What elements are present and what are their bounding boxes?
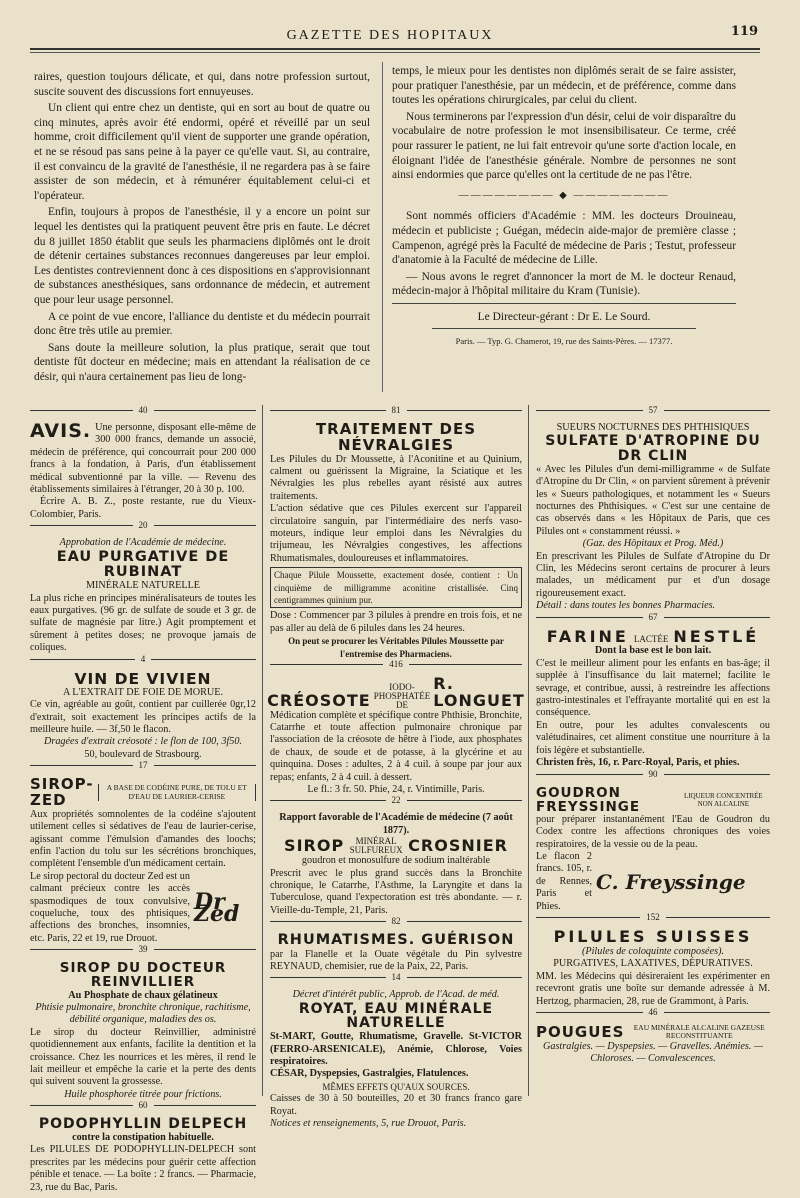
ad-number: 416 (270, 664, 522, 673)
ad-number: 22 (270, 800, 522, 809)
ad-address: Christen frès, 16, r. Parc-Royal, Paris, et phies. (536, 757, 740, 769)
ad-text: Les PILULES DE PODOPHYLLIN-DELPECH sont prescrites par les médecins pour guérir cette affection pénible et tenace. — La boîte : 2 francs. — Pharmacie, 23, rue du Bac, Paris. (30, 1144, 256, 1193)
ad-text: Aux propriétés somnolentes de la codéine s'ajoutent utilement celles si sédatives de l'eau de laurier-cerise, agissant comme l'émulsion d'amandes des loochs; enfin l'action du tolu sur les sécrétions bronchiques, complètent l'ensemble d'un médicament certain. (30, 808, 256, 870)
ad-address: 50, boulevard de Strasbourg. (84, 748, 202, 760)
ad-nestle (536, 626, 770, 770)
ads-column-3 (536, 405, 770, 1070)
ad-creosote-longuet (267, 674, 525, 796)
ad-bracket: A BASE DE CODÉINE PURE, DE TOLU ET D'EAU DE LAURIER-CERISE (98, 784, 256, 801)
ad-pougues (536, 1024, 770, 1066)
director-signoff: Le Directeur-gérant : Dr E. Le Sourd. (477, 310, 651, 323)
ad-title: GOUDRON FREYSSINGE (536, 784, 641, 815)
ad-title: FARINE (546, 626, 629, 646)
ad-memes: MÊMES EFFETS QU'AUX SOURCES. (322, 1081, 470, 1092)
ad-huile: Huile phosphorée titrée pour frictions. (64, 1088, 222, 1100)
ad-number: 40 (30, 410, 256, 419)
ad-subtitle: Au Phosphate de chaux gélatineux (68, 989, 218, 1001)
signature-dr-zed: Dr Zed (194, 888, 240, 927)
ad-title: CRÉOSOTE (267, 690, 371, 710)
signature-freyssinge: C. Freyssinge (596, 869, 746, 894)
ad-title: EAU PURGATIVE DE RUBINAT (56, 548, 230, 580)
article-paragraph: raires, question toujours délicate, et qui, dans notre profession surtout, suscite souvent des discussions fort ennuyeuses. (34, 71, 370, 98)
ad-dragees: Dragées d'extrait créosoté : le flon de 100, 3f50. (44, 736, 242, 748)
ad-contact: Écrire A. B. Z., poste restante, rue du Vieux-Colombier, Paris. (30, 496, 256, 520)
ad-text: En prescrivant les Pilules de Sulfate d'Atropine du Dr Clin, les Médecins seront certains de procurer à leurs malades, un médicament pur et d'un dosage rigoureusement exact. (536, 550, 770, 599)
ad-text: pour préparer instantanément l'Eau de Goudron du Codex contre les affections chroniques des voies respiratoires, de la vessie ou de la peau. (536, 813, 770, 850)
ad-title: SULFATE D'ATROPINE DU DR CLIN (545, 433, 761, 465)
ad-text: L'action sédative que ces Pilules exercent sur l'appareil circulatoire sanguin, par l'intermédiaire des nerfs vaso-moteurs, indique leur emploi dans les Névralgies du trijumeau, les Névralgies congestives, les affections Rhumatismales, douloureuses et inflammatoires. (270, 503, 522, 564)
article-column-left (34, 70, 370, 386)
ad-title: SIROP DU DOCTEUR REINVILLIER (59, 960, 227, 991)
ad-text: La plus riche en principes minéralisateurs de toutes les eaux purgatives. (96 gr. de sulfate de soude et 3 gr. de sulfate de magnésie par litre.) Agit promptement et sûrement à petites doses; ne provoque jamais de coliques. (30, 592, 256, 654)
journal-title: GAZETTE DES HOPITAUX (286, 28, 494, 43)
ad-top: SUEURS NOCTURNES DES PHTHISIQUES (556, 422, 750, 433)
header-rule (30, 48, 760, 50)
ad-price: Le fl.: 3 fr. 50. Phie, 24, r. Vintimille, Paris. (307, 784, 485, 796)
ad-vivien (30, 671, 256, 762)
ad-title: ROYAT, EAU MINÉRALE NATURELLE (298, 1000, 494, 1032)
ad-crosnier (270, 812, 522, 917)
ad-title-name: NESTLÉ (673, 626, 760, 646)
ad-title-name: CROSNIER (408, 835, 508, 855)
ad-composition-box: Chaque Pilule Moussette, exactement dosée, contient : Un cinquième de milligramme aconitine cristallisée. Cinq centigrammes quinium pur. (270, 567, 522, 608)
ad-text: Les Pilules du Dr Moussette, à l'Aconitine et au Quinium, calment ou guérissent la Migraine, la Sciatique et les Névralgies les plus rebelles ayant résisté aux autres traitements. (270, 453, 522, 502)
ad-number: 39 (30, 949, 256, 958)
ad-subtitle: A L'EXTRAIT DE FOIE DE MORUE. (62, 686, 224, 698)
ad-sirop-zed (30, 777, 256, 945)
ad-number: 20 (30, 525, 256, 534)
rule (392, 303, 736, 304)
ad-title-lactee: LACTÉE (633, 634, 669, 645)
ad-number: 90 (536, 774, 770, 783)
ads-divider (528, 405, 529, 1096)
page-number: 119 (730, 24, 758, 39)
ad-text: Le sirop pectoral du docteur Zed est un calmant précieux contre les accès spasmodiques de toux convulsive, coqueluche, toux des phtisiques, affections des bronches, insomnies, etc. Paris, 22 et 19, rue Drouot. (30, 870, 190, 944)
ad-price: Le flacon 2 francs. 105, r. de Rennes, Paris et Phies. (536, 851, 592, 912)
column-divider (382, 62, 383, 392)
ad-number: 4 (30, 659, 256, 668)
ad-text: Gastralgies. — Dyspepsies. — Gravelles. Anémies. — Chloroses. — Convalescences. (543, 1040, 763, 1065)
ad-text: MM. les Médecins qui désireraient les expérimenter en recevront gratis une boîte sur demande adressée à M. Hertzog, pharmacien, 28, rue de Grammont, à Paris. (536, 970, 770, 1007)
ad-indications: Phtisie pulmonaire, bronchite chronique, rachitisme, débilité organique, maladies des os. (35, 1001, 251, 1026)
printer-line: Paris. — Typ. G. Chamerot, 19, rue des Saints-Pères. — 17377. (455, 335, 673, 346)
article-paragraph: Un client qui entre chez un dentiste, qui en sort au bout de quatre ou cinq minutes, après avoir été endormi, opéré et réveillé par un seul homme, croit difficilement qu'il vient de supporter une grande opération, et ne se résoud pas sans peine à la payer ce qu'elle vaut. Si, au contraire, il est convaincu de la gravité de l'anesthésie, il ne regardera pas à se faire assister de son médecin, et à rémunérer équitablement celui-ci et l'opérateur. (34, 102, 370, 202)
ad-subtitle: MINÉRALE NATURELLE (85, 580, 201, 592)
ad-title: VIN DE VIVIEN (74, 669, 212, 688)
ad-price: Caisses de 30 à 50 bouteilles, 20 et 30 francs franco gare Royat. (270, 1093, 522, 1117)
ad-rapport: Rapport favorable de l'Académie de médecine (7 août 1877). (279, 812, 513, 836)
ad-title: SIROP (284, 835, 345, 855)
ad-source: (Gaz. des Hôpitaux et Prog. Méd.) (582, 538, 724, 550)
ad-title-small: MINÉRAL SULFUREUX (349, 836, 403, 856)
ad-dose: Dose : Commencer par 3 pilules à prendre en trois fois, et ne pas aller au delà de 6 pilules dans les 24 heures. (270, 610, 522, 634)
ad-title: RHUMATISMES. GUÉRISON (277, 932, 515, 949)
news-paragraph: Sont nommés officiers d'Académie : MM. les docteurs Drouineau, médecin et publiciste ; Guégan, médecin aide-major de première classe ; Campenon, agrégé près la Faculté de médecine de Paris ; Testut, professeur d'anatomie à la Faculté de médecine de Lille. (392, 210, 736, 267)
ad-rhumatismes (270, 933, 522, 973)
ad-detail: Détail : dans toutes les bonnes Pharmacies. (536, 600, 716, 612)
ad-text: Prescrit avec le plus grand succès dans la Bronchite chronique, le Catarrhe, l'Asthme, la Laryngite et dans la Tuberculose, quand l'expectoration est très abondante. — r. Vieille-du-Temple, 21, Paris. (270, 867, 522, 916)
ad-cesar: CÉSAR, Dyspepsies, Gastralgies, Flatulences. (270, 1068, 469, 1080)
ad-subtitle: Dont la base est le bon lait. (594, 645, 712, 657)
ad-text: Une personne, disposant elle-même de 300 000 francs, demande un associé, médecin de préférence, qui concourrait pour 200 000 francs à la fondation, à Paris, d'un établissement médical subventionné par la ville. — Revenu des établissements similaires à l'étranger, 20 à 30 p. 100. (30, 422, 256, 496)
ad-title: AVIS. (30, 420, 92, 442)
ad-number: 17 (30, 765, 256, 774)
ad-number: 60 (30, 1105, 256, 1114)
ad-avis (30, 422, 256, 521)
ad-number: 14 (270, 977, 522, 986)
ad-text: En outre, pour les adultes convalescents ou valétudinaires, cet aliment constitue une nourriture à la fois légère et substantielle. (536, 719, 770, 756)
ad-quote: « Avec les Pilules d'un demi-milligramme « de Sulfate d'Atropine du Dr Clin, « on parvient sûrement à prévenir les « Sueurs pathologiques, et notamment les « Sueurs nocturnes des Phthisiques. « C'est sur une centaine de cas observés dans « les Hôpitaux de Paris, que ces Pilules ont « constamment réussi. » (536, 463, 770, 537)
ad-subtitle: (Pilules de coloquinte composées). (581, 945, 725, 957)
ad-text: par la Flanelle et la Ouate végétale du Pin sylvestre REYNAUD, chemisier, rue de la Paix, 22, Paris. (270, 948, 522, 972)
ad-number: 46 (536, 1012, 770, 1021)
ad-text: Le sirop du docteur Reinvillier, administré quotidiennement aux enfants, facilite la dentition et la croissance. Chez les nourrices et les mères, il rend le lait meilleur et empêche la carie et la perte des dents qui suivent souvent la grossesse. (30, 1026, 256, 1088)
ad-title-phos: PHOSPHATÉE DE (373, 690, 431, 710)
ad-clin (536, 422, 770, 613)
ad-nevralgies (270, 422, 522, 660)
ad-number: 81 (270, 410, 522, 419)
ads-column-1 (30, 405, 256, 1198)
ad-text: Médication complète et spécifique contre Phthisie, Bronchite, Catarrhe et toute affection pulmonaire chronique par l'association de la créosote de hêtre à l'iode, aux phosphates de chaux, de soude et de potasse, à la glycérine et au quinquina. Doses : adultes, 2 à 4 cuil. à soupe par jour aux repas; enfants, 2 à 4 cuil. à dessert. (270, 709, 522, 783)
ad-tag: EAU MINÉRALE ALCALINE GAZEUSE RECONSTITUANTE (633, 1022, 765, 1041)
ad-number: 67 (536, 617, 770, 626)
rule (432, 328, 696, 329)
ad-title: TRAITEMENT DES NÉVRALGIES (315, 420, 477, 454)
ad-reinvillier (30, 961, 256, 1101)
ad-footer: On peut se procurer les Véritables Pilules Moussette par l'entremise des Pharmaciens. (288, 636, 504, 659)
ad-approbation: Approbation de l'Académie de médecine. (59, 537, 227, 549)
ad-text: Ce vin, agréable au goût, contient par cuillerée 0gr,12 d'extrait, soit exactement les principes actifs de la meilleure huile. — 3f,50 le flacon. (30, 699, 256, 736)
ad-number: 57 (536, 410, 770, 419)
ad-title: PODOPHYLLIN DELPECH (38, 1116, 248, 1133)
ad-title: POUGUES (536, 1022, 625, 1041)
ad-pilules-suisses (536, 929, 770, 1008)
article-paragraph: temps, le mieux pour les dentistes non diplômés serait de se faire assister, pour pratiquer l'anesthésie, par un médecin, et de préférence, comme dans toutes les opérations chirurgicales, par celui du client. (392, 65, 736, 107)
ad-goudron (536, 786, 770, 914)
ad-kind: PURGATIVES, LAXATIVES, DÉPURATIVES. (553, 958, 753, 970)
ad-notices: Notices et renseignements, 5, rue Drouot, Paris. (270, 1117, 467, 1129)
ad-text: C'est le meilleur aliment pour les enfants en bas-âge; il supplée à l'insuffisance du lait maternel; facilite le sevrage, et contribue, aussi, à restreindre les affections gastro-intestinales et l'effrayante mortalité qui en est la conséquence. (536, 657, 770, 719)
article-paragraph: Enfin, toujours à propos de l'anesthésie, il y a encore un point sur lequel les dentistes qui la pratiquent peuvent être pris en faute. Le décret du 8 juillet 1850 établit que seuls les pharmaciens diplômés ont le droit de détenir certaines substances reconnues dangereuses par leur emploi. Les dentistes contreviennent donc à ces dispositions en s'approvisionnant de substances anesthésiques, sans ordonnance de médecin, et autrement que pour leur usage personnel. (34, 206, 370, 306)
ad-decret: Décret d'intérêt public, Approb. de l'Acad. de méd. (292, 989, 500, 1001)
header-rule-thin (30, 52, 760, 53)
news-paragraph: — Nous avons le regret d'annoncer la mort de M. le docteur Renaud, médecin-major à l'hôpital militaire du Kram (Tunisie). (392, 270, 736, 298)
ad-number: 152 (536, 917, 770, 926)
article-paragraph: Sans doute la meilleure solution, la plus pratique, serait que tout dentiste fût docteur en médecine; mais en attendant la réalisation de ce désir, qui n'aura certainement pas lieu de long- (34, 341, 370, 383)
ad-title-name: R. LONGUET (433, 674, 525, 710)
ad-title: PILULES SUISSES (553, 927, 753, 947)
ad-title: SIROP-ZED (30, 775, 94, 809)
ad-text: St-MART, Goutte, Rhumatisme, Gravelle. St-VICTOR (FERRO-ARSENICALE), Anémie, Chlorose, Voies respiratoires. (270, 1031, 522, 1067)
article-column-right (392, 64, 736, 348)
article-paragraph: A ce point de vue encore, l'alliance du dentiste et du médecin pourrait donc être très utile au premier. (34, 310, 370, 338)
ads-column-2 (267, 405, 525, 1134)
ad-subtitle: contre la constipation habituelle. (72, 1131, 214, 1143)
section-ornament: ———————— ◆ ———————— (458, 189, 670, 201)
ads-divider (262, 405, 263, 1096)
ad-subtitle: goudron et monosulfure de sodium inaltérable (301, 855, 491, 867)
ad-royat (270, 989, 522, 1130)
ad-rubinat (30, 537, 256, 654)
ad-number: 82 (270, 921, 522, 930)
ad-title-iodo: IODO- (389, 681, 415, 692)
ad-tag: LIQUEUR CONCENTRÉE NON ALCALINE (683, 791, 763, 808)
article-paragraph: Nous terminerons par l'expression d'un désir, celui de voir disparaître du vocabulaire de notre profession le mot insensibilisateur. Ce terme, créé pour rassurer le patient, ne lui fait entrevoir qu'une sorte d'action locale, en éloignant l'idée de l'anesthésie générale. Nombre de personnes ne sont ainsi endormies que parce qu'elles ont la certitude de ne pas l'être. (392, 110, 736, 182)
